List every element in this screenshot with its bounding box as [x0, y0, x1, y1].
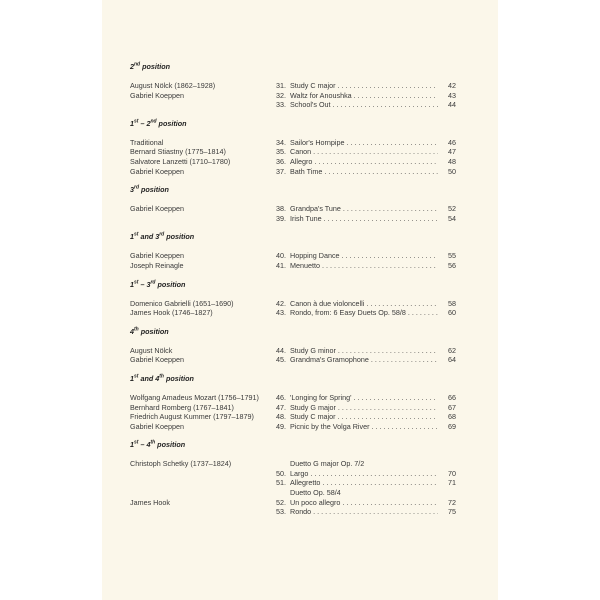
piece-list — [276, 346, 456, 365]
piece-title: School's Out . . . — [290, 100, 438, 110]
toc-entry[interactable] — [276, 167, 456, 177]
piece-number: 34. — [276, 137, 286, 147]
ordinal-suffix: st — [134, 373, 139, 380]
toc-entry[interactable] — [276, 488, 456, 498]
piece-number: 41. — [276, 260, 286, 270]
ordinal-suffix: rd — [150, 279, 156, 286]
piece-title: Rondo, from: 6 Easy Duets Op. 58/8 . . . — [290, 308, 438, 318]
section-heading — [130, 119, 460, 129]
heading-text: position — [138, 326, 169, 336]
page-number: 50 — [448, 166, 456, 176]
page-number: 72 — [448, 497, 456, 507]
heading-text: and 4 — [138, 373, 160, 383]
ordinal-suffix: th — [150, 439, 156, 446]
composer-list — [130, 346, 276, 365]
page-number: 75 — [448, 507, 456, 517]
toc-entry[interactable] — [276, 308, 456, 318]
toc-section — [130, 119, 460, 176]
section-heading — [130, 280, 460, 290]
composer-name: August Nölck — [130, 345, 173, 355]
heading-text: and 3 — [138, 232, 160, 242]
toc-entry[interactable] — [276, 422, 456, 432]
toc-entry[interactable] — [276, 91, 456, 101]
toc-section — [130, 280, 460, 318]
heading-text: 1 — [130, 279, 134, 289]
composer-name: Gabriel Koeppen — [130, 166, 184, 176]
piece-number — [276, 459, 290, 469]
piece-list — [276, 251, 456, 270]
page-number: 46 — [448, 137, 456, 147]
composer-name: August Nölck (1862–1928) — [130, 81, 216, 90]
piece-number: 40. — [276, 251, 286, 261]
ordinal-suffix: th — [159, 373, 164, 380]
composer-name: Gabriel Koeppen — [130, 421, 184, 431]
heading-text: 4 — [130, 326, 134, 336]
heading-text: position — [164, 232, 195, 242]
ordinal-suffix: rd — [134, 184, 139, 191]
composer-name: Friedrich August Kummer (1797–1879) — [130, 412, 254, 422]
composer-list — [130, 204, 276, 223]
heading-text: position — [155, 279, 186, 289]
toc-entry[interactable] — [276, 147, 456, 157]
heading-text: – 4 — [138, 440, 151, 450]
piece-number: 39. — [276, 213, 286, 223]
toc-entry[interactable] — [276, 507, 456, 517]
section-heading — [130, 185, 460, 195]
section-heading — [130, 62, 460, 72]
section-heading — [130, 232, 460, 242]
piece-title: Hopping Dance . . . — [290, 251, 438, 261]
section-heading — [130, 327, 460, 337]
heading-text: position — [139, 185, 169, 195]
heading-text: position — [156, 118, 187, 128]
piece-title: Study G major . . . — [290, 403, 438, 413]
piece-title: Duetto Op. 58/4 — [290, 488, 341, 498]
composer-name: James Hook (1746–1827) — [130, 308, 213, 318]
page-number: 43 — [448, 90, 456, 100]
page-number: 48 — [448, 156, 456, 166]
composer-name — [130, 488, 276, 498]
piece-number: 53. — [276, 507, 286, 517]
piece-number: 42. — [276, 298, 286, 308]
heading-text: 1 — [130, 232, 134, 242]
piece-list — [276, 393, 456, 431]
toc-section — [130, 185, 460, 223]
toc-entry[interactable] — [276, 498, 456, 508]
page-number: 66 — [448, 392, 456, 402]
toc-entry[interactable] — [276, 478, 456, 488]
page-number — [438, 459, 456, 469]
piece-title: Waltz for Anoushka . . . — [290, 91, 438, 101]
page-number: 71 — [448, 478, 456, 488]
composer-name: Bernhard Romberg (1767–1841) — [130, 402, 234, 412]
toc-entry[interactable] — [276, 412, 456, 422]
section-heading — [130, 374, 460, 384]
piece-number: 44. — [276, 345, 286, 355]
heading-text: 1 — [130, 440, 134, 450]
toc-entry[interactable] — [276, 393, 456, 403]
composer-list — [130, 138, 276, 176]
piece-title: Rondo . . . — [290, 507, 438, 517]
composer-list — [130, 459, 276, 517]
ordinal-suffix: st — [134, 231, 139, 238]
heading-text: 1 — [130, 118, 134, 128]
composer-name: Gabriel Koeppen — [130, 251, 184, 261]
piece-title: Menuetto . . . — [290, 261, 438, 271]
piece-number: 38. — [276, 204, 286, 214]
ordinal-suffix: nd — [150, 118, 157, 125]
piece-number: 49. — [276, 421, 286, 431]
piece-number: 33. — [276, 100, 286, 110]
piece-list — [276, 204, 456, 223]
toc-entry[interactable] — [276, 204, 456, 214]
heading-text: – 2 — [138, 118, 151, 128]
toc-entry[interactable] — [276, 138, 456, 148]
piece-title: 'Longing for Spring' . . . — [290, 393, 438, 403]
toc-entry[interactable] — [276, 299, 456, 309]
piece-number: 45. — [276, 355, 286, 365]
composer-name: Salvatore Lanzetti (1710–1780) — [130, 156, 231, 166]
toc-section — [130, 232, 460, 270]
ordinal-suffix: th — [134, 326, 139, 333]
toc-section — [130, 62, 460, 110]
piece-title: Study C major . . . — [290, 412, 438, 422]
toc-entry[interactable] — [276, 214, 456, 224]
piece-number: 46. — [276, 392, 286, 402]
ordinal-suffix: nd — [134, 61, 141, 68]
toc-section — [130, 374, 460, 431]
page-number: 58 — [448, 298, 456, 308]
page-number: 44 — [448, 100, 456, 110]
page-number: 52 — [448, 204, 456, 214]
heading-text: 2 — [130, 62, 134, 71]
toc-entry[interactable] — [276, 157, 456, 167]
page-number: 69 — [448, 421, 456, 431]
composer-list — [130, 251, 276, 270]
section-heading — [130, 440, 460, 450]
composer-name: Gabriel Koeppen — [130, 90, 184, 100]
piece-title: Bath Time . . . — [290, 167, 438, 177]
ordinal-suffix: st — [134, 439, 139, 446]
piece-list — [276, 138, 456, 176]
toc-entry[interactable] — [276, 355, 456, 365]
page-number: 56 — [448, 260, 456, 270]
ordinal-suffix: rd — [159, 231, 165, 238]
piece-title: Largo . . . — [290, 469, 438, 479]
piece-title: Un poco allegro . . . — [290, 498, 438, 508]
piece-title: Canon à due violoncelli . . . — [290, 299, 438, 309]
page-number: 67 — [448, 402, 456, 412]
composer-name: Traditional — [130, 137, 164, 147]
piece-number: 50. — [276, 468, 286, 478]
toc-entry[interactable] — [276, 346, 456, 356]
piece-title: Grandpa's Tune . . . — [290, 204, 438, 214]
composer-name: Bernard Stiastny (1775–1814) — [130, 147, 226, 157]
page-number: 64 — [448, 355, 456, 365]
toc-section — [130, 327, 460, 365]
piece-number: 52. — [276, 497, 286, 507]
piece-title: Study G minor . . . — [290, 346, 438, 356]
heading-text: 3 — [130, 185, 134, 195]
heading-text: 1 — [130, 373, 134, 383]
composer-name: Christoph Schetky (1737–1824) — [130, 459, 232, 469]
composer-name: Domenico Gabrielli (1651–1690) — [130, 298, 234, 308]
heading-text: position — [140, 62, 171, 71]
composer-name: Wolfgang Amadeus Mozart (1756–1791) — [130, 392, 259, 402]
toc-entry[interactable] — [276, 81, 456, 91]
composer-list — [130, 393, 276, 431]
page-number: 47 — [448, 147, 456, 157]
composer-list — [130, 299, 276, 318]
page-number: 42 — [448, 81, 456, 90]
toc-entry[interactable] — [276, 251, 456, 261]
piece-list — [276, 81, 456, 110]
piece-number: 37. — [276, 166, 286, 176]
piece-title: Canon . . . — [290, 147, 438, 157]
piece-title: Allegro . . . — [290, 157, 438, 167]
page-number: 60 — [448, 308, 456, 318]
composer-name: Gabriel Koeppen — [130, 355, 184, 365]
piece-title: Picnic by the Volga River . . . — [290, 422, 438, 432]
composer-name — [130, 478, 276, 488]
composer-list — [130, 81, 276, 110]
piece-title: Duetto G major Op. 7/2 — [290, 459, 365, 469]
piece-title: Sailor's Hornpipe . . . — [290, 138, 438, 148]
toc-entry[interactable] — [276, 403, 456, 413]
piece-number: 43. — [276, 308, 286, 318]
toc-section — [130, 440, 460, 517]
page-number: 62 — [448, 345, 456, 355]
page-number: 54 — [448, 213, 456, 223]
toc-entry[interactable] — [276, 100, 456, 110]
heading-text: – 3 — [138, 279, 151, 289]
page-number — [438, 488, 456, 498]
piece-number: 35. — [276, 147, 286, 157]
piece-title: Irish Tune . . . — [290, 214, 438, 224]
piece-title: Grandma's Gramophone . . . — [290, 355, 438, 365]
piece-number: 48. — [276, 412, 286, 422]
toc-entry[interactable] — [276, 469, 456, 479]
heading-text: position — [163, 373, 194, 383]
piece-number: 32. — [276, 90, 286, 100]
composer-name — [130, 469, 276, 479]
piece-list — [276, 299, 456, 318]
heading-text: position — [155, 440, 186, 450]
piece-number: 51. — [276, 478, 286, 488]
page-number: 68 — [448, 412, 456, 422]
piece-number — [276, 488, 290, 498]
page-number: 55 — [448, 251, 456, 261]
toc-entry[interactable] — [276, 459, 456, 469]
page-number: 70 — [448, 468, 456, 478]
toc-entry[interactable] — [276, 261, 456, 271]
piece-title: Allegretto . . . — [290, 478, 438, 488]
ordinal-suffix: st — [134, 279, 139, 286]
piece-list — [276, 459, 456, 517]
composer-name: Gabriel Koeppen — [130, 204, 184, 214]
piece-number: 36. — [276, 156, 286, 166]
ordinal-suffix: st — [134, 118, 139, 125]
piece-number: 31. — [276, 81, 286, 90]
piece-title: Study C major . . . — [290, 81, 438, 91]
composer-name: James Hook — [130, 497, 170, 507]
piece-number: 47. — [276, 402, 286, 412]
composer-name: Joseph Reinagle — [130, 260, 184, 270]
table-of-contents — [130, 62, 460, 526]
